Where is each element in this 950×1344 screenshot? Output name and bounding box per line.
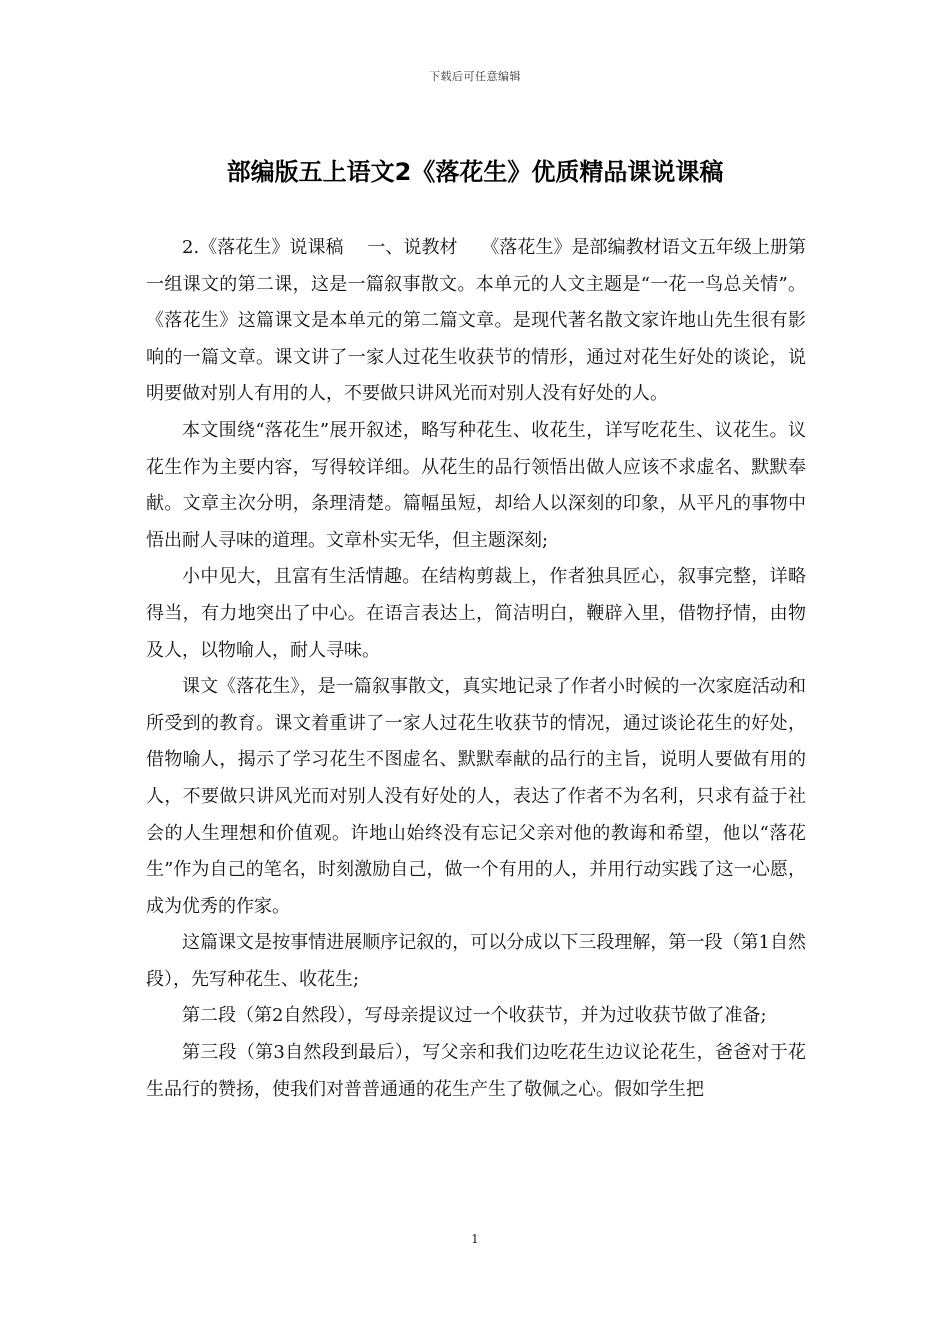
paragraph: 小中见大，且富有生活情趣。在结构剪裁上，作者独具匠心，叙事完整，详略得当，有力地突出了中心。在语言表达上，简洁明白，鞭辟入里，借物抒情，由物及人，以物喻人，耐人寻味。	[146, 566, 806, 661]
paragraph: 这篇课文是按事情进展顺序记叙的，可以分成以下三段理解，第一段（第1自然段），先写种花生、收花生;	[146, 932, 806, 990]
paragraph: 课文《落花生》，是一篇叙事散文，真实地记录了作者小时候的一次家庭活动和所受到的教育。课文着重讲了一家人过花生收获节的情况，通过谈论花生的好处，借物喻人，揭示了学习花生不图虚名、默默奉献的品行的主旨，说明人要做有用的人，不要做只讲风光而对别人没有好处的人，表达了作者不为名利，只求有益于社会的人生理想和价值观。许地山始终没有忘记父亲对他的教诲和希望，他以“落花生”作为自己的笔名，时刻激励自己，做一个有用的人，并用行动实践了这一心愿，成为优秀的作家。	[146, 676, 806, 917]
document-title: 部编版五上语文2《落花生》优质精品课说课稿	[226, 158, 724, 186]
page-number: 1	[471, 1232, 479, 1246]
page-header: 下载后可任意编辑	[429, 70, 521, 83]
paragraph: 第二段（第2自然段），写母亲提议过一个收获节，并为过收获节做了准备;	[182, 1005, 767, 1027]
paragraph: 2.《落花生》说课稿 一、说教材 《落花生》是部编教材语文五年级上册第一组课文的第二课，这是一篇叙事散文。本单元的人文主题是“一花一鸟总关情”。《落花生》这篇课文是本单元的第二篇文章。是现代著名散文家许地山先生很有影响的一篇文章。课文讲了一家人过花生收获节的情形，通过对花生好处的谈论，说明要做对别人有用的人，不要做只讲风光而对别人没有好处的人。	[146, 237, 806, 405]
paragraph: 本文围绕“落花生”展开叙述，略写种花生、收花生，详写吃花生、议花生。议花生作为主要内容，写得较详细。从花生的品行领悟出做人应该不求虚名、默默奉献。文章主次分明，条理清楚。篇幅虽短，却给人以深刻的印象，从平凡的事物中悟出耐人寻味的道理。文章朴实无华，但主题深刻;	[146, 419, 806, 551]
document-body	[146, 230, 806, 1108]
paragraph: 第三段（第3自然段到最后），写父亲和我们边吃花生边议论花生，爸爸对于花生品行的赞扬，使我们对普普通通的花生产生了敬佩之心。假如学生把	[146, 1042, 806, 1100]
